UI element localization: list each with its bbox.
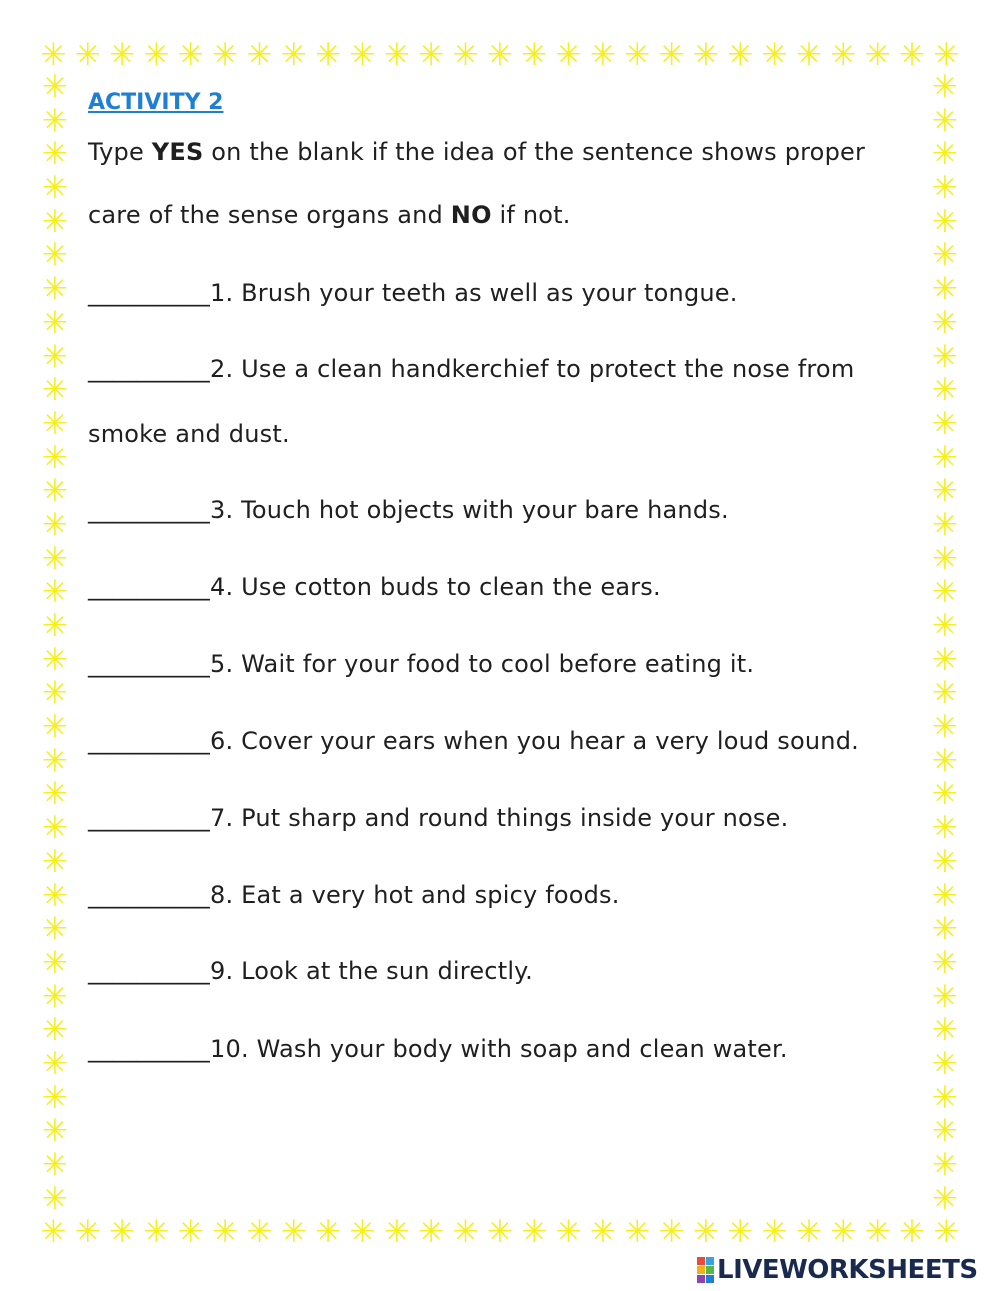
- star-icon: ✳: [932, 843, 958, 880]
- star-icon: ✳: [932, 1147, 958, 1183]
- list-item-3: [88, 496, 729, 524]
- star-icon: ✳: [42, 540, 68, 577]
- star-icon: ✳: [658, 1213, 685, 1250]
- star-icon: ✳: [590, 1213, 616, 1250]
- star-icon: ✳: [932, 304, 958, 341]
- star-icon: ✳: [932, 776, 958, 813]
- star-icon: ✳: [932, 1180, 958, 1217]
- item-number: 8.: [210, 881, 234, 909]
- star-icon: ✳: [42, 372, 68, 409]
- star-icon: ✳: [727, 1213, 754, 1250]
- star-icon: ✳: [418, 36, 445, 73]
- item-number: 3.: [210, 496, 234, 524]
- star-icon: ✳: [932, 978, 958, 1015]
- star-icon: ✳: [383, 36, 410, 73]
- star-icon: ✳: [899, 36, 926, 73]
- star-icon: ✳: [42, 776, 68, 813]
- list-item-4: [88, 573, 661, 601]
- item-text: Put sharp and round things inside your nose.: [233, 804, 789, 832]
- border-bottom: [38, 1215, 962, 1249]
- star-icon: ✳: [42, 102, 68, 139]
- list-item-10: [88, 1035, 788, 1063]
- star-icon: ✳: [42, 911, 68, 948]
- liveworksheets-logo[interactable]: [697, 1254, 978, 1286]
- item-text: Touch hot objects with your bare hands.: [233, 496, 729, 524]
- star-icon: ✳: [932, 641, 958, 678]
- star-icon: ✳: [143, 1213, 170, 1250]
- star-icon: ✳: [42, 675, 68, 712]
- star-icon: ✳: [555, 1213, 582, 1250]
- star-icon: ✳: [796, 36, 823, 73]
- star-icon: ✳: [932, 271, 958, 308]
- star-icon: ✳: [315, 1213, 342, 1250]
- star-icon: ✳: [796, 1213, 823, 1250]
- star-icon: ✳: [932, 439, 958, 476]
- star-icon: ✳: [899, 1213, 926, 1250]
- star-icon: ✳: [932, 473, 958, 510]
- item-number: 6.: [210, 727, 234, 755]
- star-icon: ✳: [932, 170, 958, 207]
- star-icon: ✳: [42, 338, 68, 375]
- border-right: [928, 69, 962, 1217]
- star-icon: ✳: [486, 1213, 513, 1250]
- star-icon: ✳: [521, 1213, 548, 1250]
- star-icon: ✳: [42, 574, 68, 611]
- star-icon: ✳: [932, 69, 958, 105]
- item-text: Look at the sun directly.: [233, 957, 533, 985]
- star-icon: ✳: [932, 675, 958, 712]
- star-icon: ✳: [42, 810, 68, 847]
- star-icon: ✳: [42, 170, 68, 207]
- item-number: 4.: [210, 573, 234, 601]
- item-number: 7.: [210, 804, 234, 832]
- border-left: [38, 69, 72, 1217]
- star-icon: ✳: [280, 1213, 307, 1250]
- star-icon: ✳: [727, 36, 754, 73]
- star-icon: ✳: [109, 36, 136, 73]
- star-icon: ✳: [932, 608, 958, 644]
- star-icon: ✳: [932, 574, 958, 611]
- instructions-line-1: [88, 138, 865, 166]
- instructions-text: care of the sense organs and: [88, 201, 451, 229]
- star-icon: ✳: [761, 36, 788, 73]
- star-icon: ✳: [658, 36, 685, 73]
- list-item-7: [88, 804, 788, 832]
- star-icon: ✳: [932, 944, 958, 981]
- item-text: Eat a very hot and spicy foods.: [233, 881, 620, 909]
- instructions-text: if not.: [491, 201, 571, 229]
- star-icon: ✳: [42, 1045, 68, 1082]
- logo-brand-text: LIVEWORKSHEETS: [717, 1255, 978, 1285]
- item-number: 5.: [210, 650, 234, 678]
- item-text: Use cotton buds to clean the ears.: [233, 573, 661, 601]
- star-icon: ✳: [177, 1213, 204, 1250]
- star-icon: ✳: [932, 102, 958, 139]
- star-icon: ✳: [349, 1213, 376, 1250]
- star-icon: ✳: [42, 304, 68, 341]
- star-icon: ✳: [246, 1213, 273, 1250]
- star-icon: ✳: [40, 36, 67, 73]
- star-icon: ✳: [42, 271, 68, 308]
- star-icon: ✳: [693, 1213, 720, 1250]
- item-text: Wash your body with soap and clean water.: [248, 1035, 788, 1063]
- item-text: Use a clean handkerchief to protect the nose from: [233, 355, 855, 383]
- item-text: Brush your teeth as well as your tongue.: [233, 279, 738, 307]
- border-top: [38, 38, 962, 72]
- star-icon: ✳: [42, 1180, 68, 1217]
- star-icon: ✳: [932, 810, 958, 847]
- star-icon: ✳: [42, 1079, 68, 1116]
- star-icon: ✳: [932, 742, 958, 779]
- instructions-text: on the blank if the idea of the sentence shows proper: [203, 138, 866, 166]
- star-icon: ✳: [761, 1213, 788, 1250]
- star-icon: ✳: [932, 877, 958, 914]
- item-number: 9.: [210, 957, 234, 985]
- answer-blank-9[interactable]: __________: [88, 957, 210, 985]
- star-icon: ✳: [42, 69, 68, 105]
- answer-blank-8[interactable]: __________: [88, 881, 210, 909]
- logo-mark-icon: [697, 1257, 714, 1283]
- star-icon: ✳: [932, 1079, 958, 1116]
- star-icon: ✳: [42, 136, 68, 173]
- item-number: 2.: [210, 355, 234, 383]
- list-item-8: [88, 881, 620, 909]
- star-icon: ✳: [932, 911, 958, 948]
- star-icon: ✳: [932, 372, 958, 409]
- star-icon: ✳: [452, 1213, 479, 1250]
- star-icon: ✳: [42, 1113, 68, 1150]
- star-icon: ✳: [555, 36, 582, 73]
- star-icon: ✳: [42, 237, 68, 274]
- star-icon: ✳: [212, 36, 239, 73]
- answer-blank-3[interactable]: __________: [88, 496, 210, 524]
- star-icon: ✳: [383, 1213, 410, 1250]
- list-item-6: [88, 727, 859, 755]
- star-icon: ✳: [42, 405, 68, 442]
- star-icon: ✳: [42, 877, 68, 914]
- star-icon: ✳: [42, 978, 68, 1015]
- list-item-1: [88, 279, 738, 307]
- logo-square-icon: [706, 1275, 714, 1283]
- list-item-2: [88, 355, 854, 383]
- star-icon: ✳: [42, 843, 68, 880]
- star-icon: ✳: [42, 1012, 68, 1049]
- star-icon: ✳: [932, 1045, 958, 1082]
- logo-square-icon: [697, 1275, 705, 1283]
- star-icon: ✳: [42, 203, 68, 240]
- star-icon: ✳: [693, 36, 720, 73]
- star-icon: ✳: [42, 709, 68, 746]
- no-keyword: NO: [450, 201, 492, 229]
- star-icon: ✳: [418, 1213, 445, 1250]
- star-icon: ✳: [624, 36, 651, 73]
- star-icon: ✳: [42, 1147, 68, 1183]
- star-icon: ✳: [143, 36, 170, 73]
- star-icon: ✳: [933, 36, 960, 73]
- answer-blank-6[interactable]: __________: [88, 727, 210, 755]
- star-icon: ✳: [177, 36, 204, 73]
- star-icon: ✳: [315, 36, 342, 73]
- answer-blank-10[interactable]: __________: [88, 1035, 210, 1063]
- star-icon: ✳: [932, 203, 958, 240]
- item-number: 10.: [210, 1035, 249, 1063]
- star-icon: ✳: [452, 36, 479, 73]
- star-icon: ✳: [590, 36, 616, 73]
- instructions-line-2: [88, 201, 571, 229]
- answer-blank-1[interactable]: __________: [88, 279, 210, 307]
- star-icon: ✳: [932, 709, 958, 746]
- star-icon: ✳: [280, 36, 307, 73]
- star-icon: ✳: [864, 36, 891, 73]
- star-icon: ✳: [486, 36, 513, 73]
- star-icon: ✳: [42, 742, 68, 779]
- star-icon: ✳: [932, 540, 958, 577]
- star-icon: ✳: [932, 338, 958, 375]
- logo-square-icon: [697, 1266, 705, 1274]
- star-icon: ✳: [42, 473, 68, 510]
- answer-blank-4[interactable]: __________: [88, 573, 210, 601]
- star-icon: ✳: [521, 36, 548, 73]
- star-icon: ✳: [932, 506, 958, 543]
- activity-title: ACTIVITY 2: [88, 90, 224, 115]
- star-icon: ✳: [42, 944, 68, 981]
- star-icon: ✳: [74, 1213, 101, 1250]
- list-item-2-continuation: smoke and dust.: [88, 420, 290, 448]
- list-item-9: [88, 957, 533, 985]
- star-icon: ✳: [624, 1213, 651, 1250]
- star-icon: ✳: [109, 1213, 136, 1250]
- star-icon: ✳: [74, 36, 101, 73]
- star-icon: ✳: [932, 405, 958, 442]
- star-icon: ✳: [212, 1213, 239, 1250]
- answer-blank-2[interactable]: __________: [88, 355, 210, 383]
- yes-keyword: YES: [151, 138, 204, 166]
- star-icon: ✳: [42, 608, 68, 644]
- instructions-text: Type: [88, 138, 152, 166]
- star-icon: ✳: [932, 237, 958, 274]
- logo-square-icon: [706, 1257, 714, 1265]
- item-text: Cover your ears when you hear a very loud sound.: [233, 727, 859, 755]
- star-icon: ✳: [42, 506, 68, 543]
- star-icon: ✳: [42, 641, 68, 678]
- star-icon: ✳: [933, 1213, 960, 1250]
- logo-square-icon: [697, 1257, 705, 1265]
- item-number: 1.: [210, 279, 234, 307]
- star-icon: ✳: [932, 1113, 958, 1150]
- answer-blank-5[interactable]: __________: [88, 650, 210, 678]
- star-icon: ✳: [830, 36, 857, 73]
- star-icon: ✳: [864, 1213, 891, 1250]
- star-icon: ✳: [932, 1012, 958, 1049]
- list-item-5: [88, 650, 754, 678]
- item-text: Wait for your food to cool before eating it.: [233, 650, 755, 678]
- star-icon: ✳: [42, 439, 68, 476]
- star-icon: ✳: [830, 1213, 857, 1250]
- answer-blank-7[interactable]: __________: [88, 804, 210, 832]
- star-icon: ✳: [349, 36, 376, 73]
- logo-square-icon: [706, 1266, 714, 1274]
- star-icon: ✳: [932, 136, 958, 173]
- star-icon: ✳: [246, 36, 273, 73]
- star-icon: ✳: [40, 1213, 67, 1250]
